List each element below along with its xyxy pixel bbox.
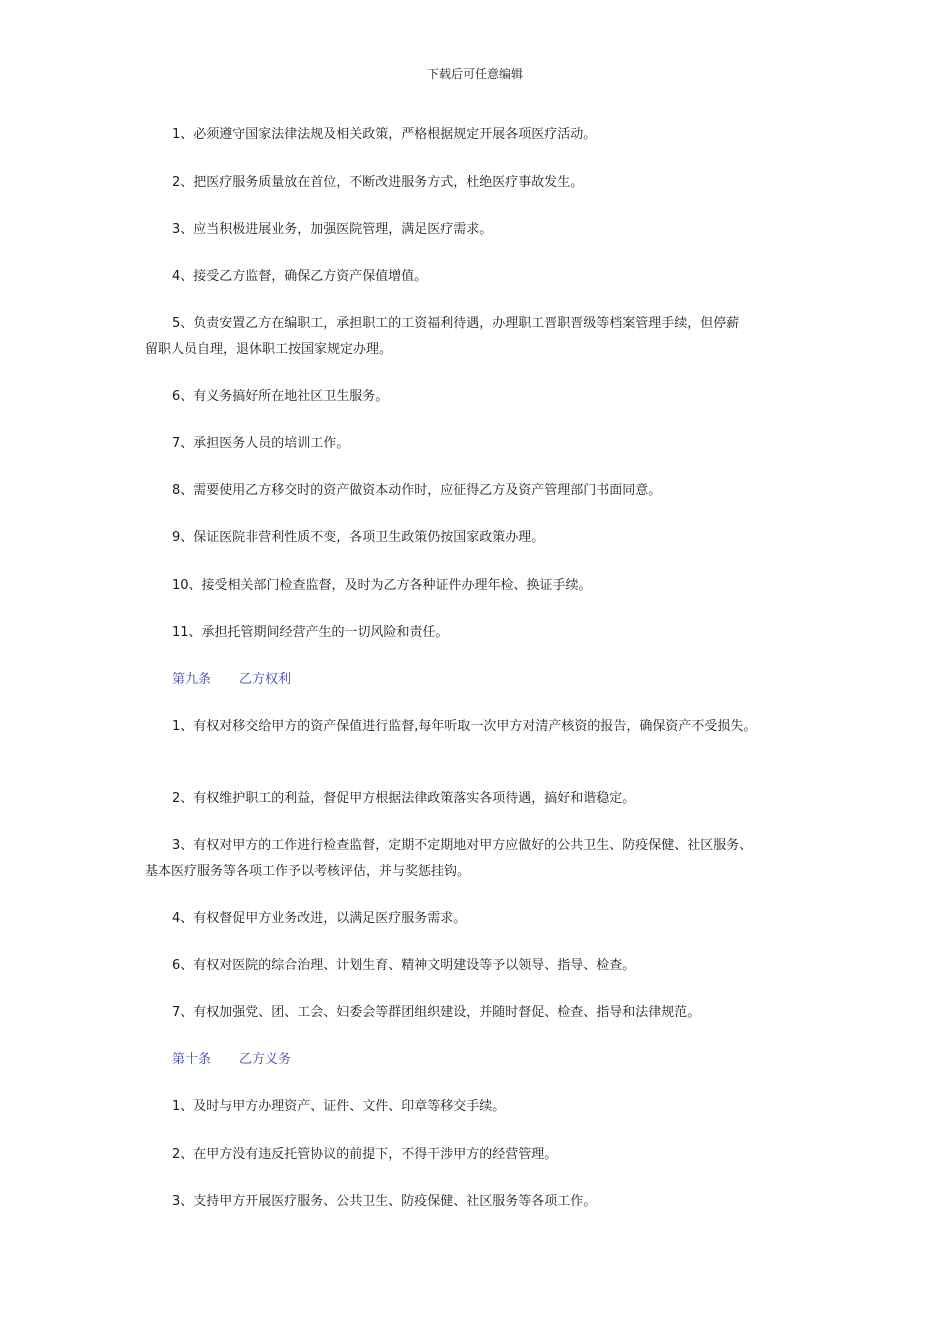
clause-line: 7、有权加强党、团、工会、妇委会等群团组织建设，并随时督促、检查、指导和法律规范。 — [172, 1005, 701, 1020]
clause-line: 3、应当积极进展业务，加强医院管理，满足医疗需求。 — [172, 222, 493, 237]
clause-line: 2、把医疗服务质量放在首位，不断改进服务方式，杜绝医疗事故发生。 — [172, 175, 584, 190]
clause-line: 11、承担托管期间经营产生的一切风险和责任。 — [172, 625, 449, 640]
clause-line: 6、有权对医院的综合治理、计划生育、精神文明建设等予以领导、指导、检查。 — [172, 958, 636, 973]
clause-line: 5、负责安置乙方在编职工，承担职工的工资福利待遇，办理职工晋职晋级等档案管理手续，但停薪 — [172, 316, 740, 331]
article-title: 乙方权利 — [239, 672, 292, 687]
page-header-note: 下载后可任意编辑 — [426, 67, 523, 81]
clause-line: 3、支持甲方开展医疗服务、公共卫生、防疫保健、社区服务等各项工作。 — [172, 1194, 597, 1209]
clause-line: 1、必须遵守国家法律法规及相关政策，严格根据规定开展各项医疗活动。 — [172, 127, 597, 142]
clause-line: 1、有权对移交给甲方的资产保值进行监督,每年听取一次甲方对清产核资的报告，确保资产不受损失。 — [172, 719, 757, 734]
clause-line: 2、在甲方没有违反托管协议的前提下，不得干涉甲方的经营管理。 — [172, 1147, 558, 1162]
clause-line: 1、及时与甲方办理资产、证件、文件、印章等移交手续。 — [172, 1099, 506, 1114]
article-title: 乙方义务 — [239, 1052, 292, 1067]
article-number: 第十条 — [172, 1052, 212, 1067]
article-10-heading — [172, 1047, 852, 1073]
article-number: 第九条 — [172, 672, 212, 687]
article-9-heading — [172, 667, 852, 693]
clause-line: 6、有义务搞好所在地社区卫生服务。 — [172, 389, 389, 404]
clause-line: 10、接受相关部门检查监督，及时为乙方各种证件办理年检、换证手续。 — [172, 578, 592, 593]
clause-line: 7、承担医务人员的培训工作。 — [172, 436, 350, 451]
clause-line: 8、需要使用乙方移交时的资产做资本动作时，应征得乙方及资产管理部门书面同意。 — [172, 483, 662, 498]
clause-line-continued: 留职人员自理，退休职工按国家规定办理。 — [145, 342, 393, 357]
clause-line: 4、有权督促甲方业务改进，以满足医疗服务需求。 — [172, 911, 467, 926]
clause-line: 3、有权对甲方的工作进行检查监督，定期不定期地对甲方应做好的公共卫生、防疫保健、社区服务、 — [172, 838, 753, 853]
clause-line: 9、保证医院非营利性质不变，各项卫生政策仍按国家政策办理。 — [172, 530, 545, 545]
clause-line: 4、接受乙方监督，确保乙方资产保值增值。 — [172, 269, 428, 284]
clause-line: 2、有权维护职工的利益，督促甲方根据法律政策落实各项待遇，搞好和谐稳定。 — [172, 791, 636, 806]
clause-line-continued: 基本医疗服务等各项工作予以考核评估，并与奖惩挂钩。 — [145, 864, 471, 879]
